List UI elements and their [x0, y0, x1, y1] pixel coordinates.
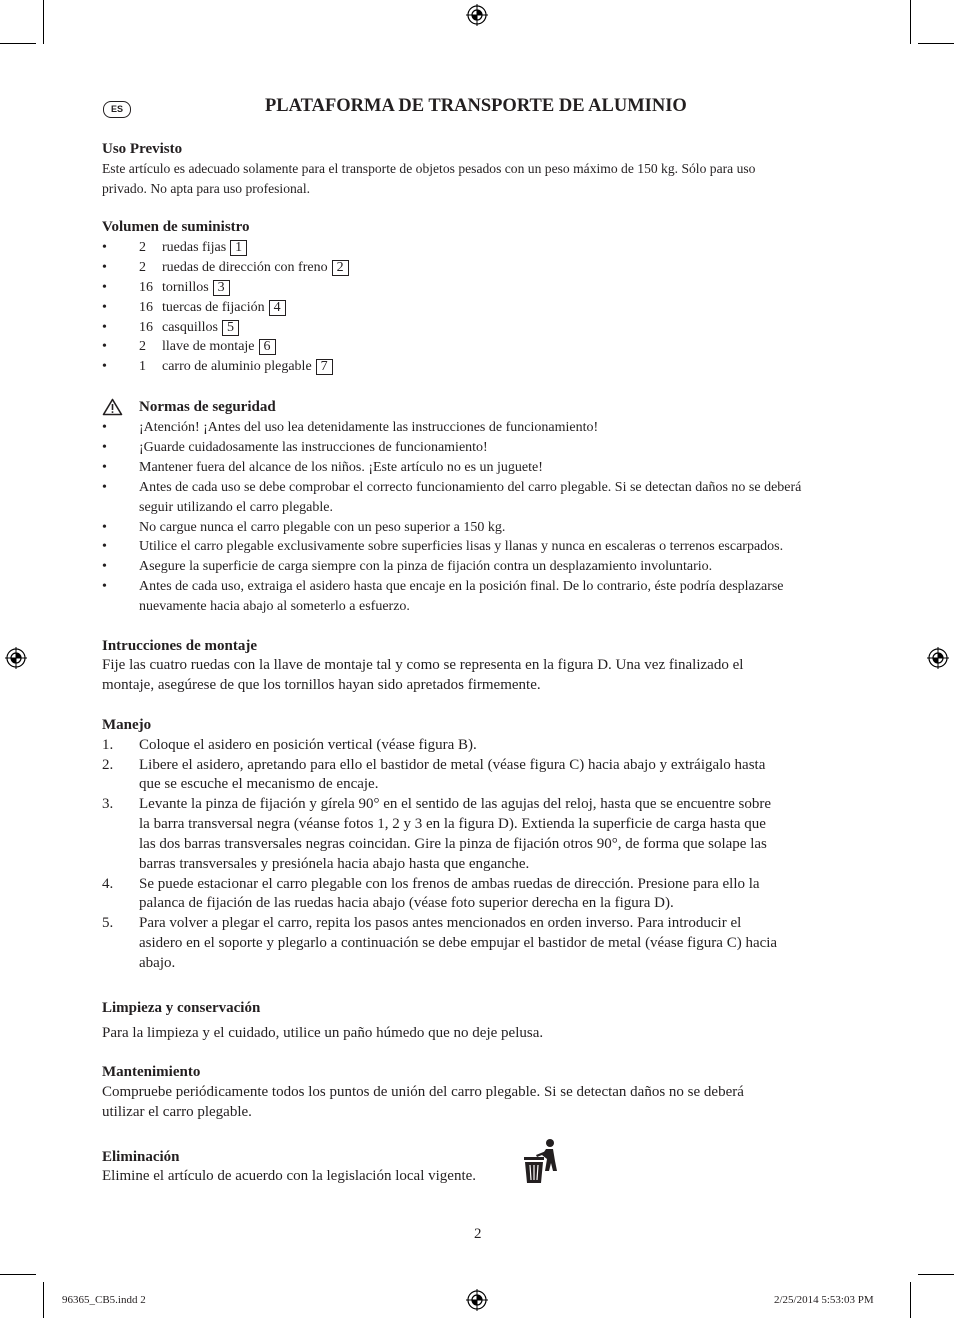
step-number: 1. — [102, 737, 114, 753]
bullet: • — [102, 320, 107, 335]
list-item-continuation: nuevamente hacia abajo al someterlo a esfuerzo. — [139, 599, 410, 614]
list-item: No cargue nunca el carro plegable con un peso superior a 150 kg. — [139, 520, 506, 535]
mantenimiento-text-line: utilizar el carro plegable. — [102, 1104, 252, 1120]
crop-mark — [43, 0, 44, 44]
list-item: 2 ruedas de dirección con freno 2 — [139, 260, 349, 276]
step-line: Coloque el asidero en posición vertical (véase figura B). — [139, 737, 477, 753]
list-item: Mantener fuera del alcance de los niños. ¡Este artículo no es un juguete! — [139, 460, 543, 475]
page-number: 2 — [474, 1226, 482, 1242]
crop-mark — [0, 43, 36, 44]
step-line: asidero en el soporte y plegarlo a continuación se debe empujar el bastidor de metal (véase figura C) hacia — [139, 935, 778, 951]
step-line: abajo. — [139, 955, 176, 971]
uso-text-line: Este artículo es adecuado solamente para el transporte de objetos pesados con un peso máximo de 150 kg. Sólo para uso — [102, 161, 756, 176]
registration-mark-icon — [5, 647, 27, 669]
part-number-box: 6 — [259, 339, 276, 355]
list-item: ¡Guarde cuidadosamente las instrucciones de funcionamiento! — [139, 440, 488, 455]
list-item-continuation: seguir utilizando el carro plegable. — [139, 500, 333, 515]
step-number: 3. — [102, 796, 114, 812]
manejo-heading: Manejo — [102, 717, 152, 733]
bullet: • — [102, 520, 107, 535]
crop-mark — [918, 43, 954, 44]
list-item: 16 tuercas de fijación 4 — [139, 300, 286, 316]
crop-mark — [43, 1282, 44, 1318]
montaje-text-line: Fije las cuatro ruedas con la llave de montaje tal y como se representa en la figura D. Una vez finalizado el — [102, 657, 744, 673]
normas-heading: Normas de seguridad — [139, 399, 276, 415]
bullet: • — [102, 440, 107, 455]
uso-text-line: privado. No apta para uso profesional. — [102, 181, 310, 196]
list-item: Antes de cada uso, extraiga el asidero hasta que encaje en la posición final. De lo contrario, éste podría desplazarse — [139, 579, 784, 594]
trash-bin-disposal-icon — [522, 1137, 559, 1185]
step-line: las dos barras transversales negras coincidan. Gire la pinza de fijación otros 90°, de forma que solape las — [139, 836, 767, 852]
volumen-heading: Volumen de suministro — [102, 219, 250, 235]
bullet: • — [102, 579, 107, 594]
language-badge: ES — [103, 101, 131, 118]
step-line: Para volver a plegar el carro, repita los pasos antes mencionados en orden inverso. Para introducir el — [139, 915, 742, 931]
step-line: Levante la pinza de fijación y gírela 90° en el sentido de las agujas del reloj, hasta que se encuentre sobre — [139, 796, 771, 812]
part-number-box: 2 — [332, 260, 349, 276]
crop-mark — [0, 1274, 36, 1275]
uso-heading: Uso Previsto — [102, 141, 183, 157]
list-item: 2 llave de montaje 6 — [139, 339, 276, 355]
part-number-box: 3 — [213, 280, 230, 296]
bullet: • — [102, 339, 107, 354]
limpieza-text-line: Para la limpieza y el cuidado, utilice un paño húmedo que no deje pelusa. — [102, 1025, 544, 1041]
part-number-box: 4 — [269, 300, 286, 316]
slug-filename: 96365_CB5.indd 2 — [62, 1294, 146, 1306]
step-line: que se escuche el mecanismo de encaje. — [139, 776, 379, 792]
page-title: PLATAFORMA DE TRANSPORTE DE ALUMINIO — [265, 96, 687, 116]
list-item: Utilice el carro plegable exclusivamente sobre superficies lisas y llanas y nunca en escaleras o terrenos escarpados. — [139, 539, 784, 554]
step-number: 5. — [102, 915, 114, 931]
list-item: 2 ruedas fijas 1 — [139, 240, 247, 256]
step-number: 4. — [102, 876, 114, 892]
bullet: • — [102, 480, 107, 495]
list-item: Asegure la superficie de carga siempre con la pinza de fijación contra un desplazamiento involuntario. — [139, 559, 713, 574]
step-line: Libere el asidero, apretando para ello el bastidor de metal (véase figura C) hacia abajo y extráigalo hasta — [139, 757, 766, 773]
list-item: ¡Atención! ¡Antes del uso lea detenidamente las instrucciones de funcionamiento! — [139, 420, 599, 435]
list-item: 16 casquillos 5 — [139, 320, 239, 336]
bullet: • — [102, 559, 107, 574]
registration-mark-icon — [466, 1289, 488, 1311]
step-line: barras transversales y presiónela hacia abajo hasta que enganche. — [139, 856, 530, 872]
list-item: 16 tornillos 3 — [139, 280, 230, 296]
step-number: 2. — [102, 757, 114, 773]
crop-mark — [910, 1282, 911, 1318]
step-line: Se puede estacionar el carro plegable con los frenos de ambas ruedas de dirección. Presione para ello la — [139, 876, 760, 892]
part-number-box: 1 — [230, 240, 247, 256]
bullet: • — [102, 240, 107, 255]
bullet: • — [102, 539, 107, 554]
eliminacion-text-line: Elimine el artículo de acuerdo con la legislación local vigente. — [102, 1168, 477, 1184]
bullet: • — [102, 420, 107, 435]
limpieza-heading: Limpieza y conservación — [102, 1000, 261, 1016]
eliminacion-heading: Eliminación — [102, 1149, 180, 1165]
step-line: palanca de fijación de las ruedas hacia abajo (véase foto superior derecha en la figura D). — [139, 895, 674, 911]
slug-timestamp: 2/25/2014 5:53:03 PM — [774, 1294, 874, 1306]
list-item: 1 carro de aluminio plegable 7 — [139, 359, 333, 375]
mantenimiento-heading: Mantenimiento — [102, 1064, 201, 1080]
list-item: Antes de cada uso se debe comprobar el correcto funcionamiento del carro plegable. Si se detectan daños no se deberá — [139, 480, 802, 495]
mantenimiento-text-line: Compruebe periódicamente todos los puntos de unión del carro plegable. Si se detectan daños no se deberá — [102, 1084, 744, 1100]
crop-mark — [910, 0, 911, 44]
bullet: • — [102, 300, 107, 315]
bullet: • — [102, 359, 107, 374]
registration-mark-icon — [466, 4, 488, 26]
part-number-box: 5 — [222, 320, 239, 336]
bullet: • — [102, 260, 107, 275]
registration-mark-icon — [927, 647, 949, 669]
bullet: • — [102, 460, 107, 475]
bullet: • — [102, 280, 107, 295]
part-number-box: 7 — [316, 359, 333, 375]
montaje-heading: Intrucciones de montaje — [102, 638, 257, 654]
montaje-text-line: montaje, asegúrese de que los tornillos hayan sido apretados firmemente. — [102, 677, 541, 693]
step-line: la barra transversal negra (véanse fotos 1, 2 y 3 en la figura D). Extienda la superficie de carga hasta que — [139, 816, 766, 832]
warning-triangle-icon — [102, 398, 123, 416]
crop-mark — [918, 1274, 954, 1275]
